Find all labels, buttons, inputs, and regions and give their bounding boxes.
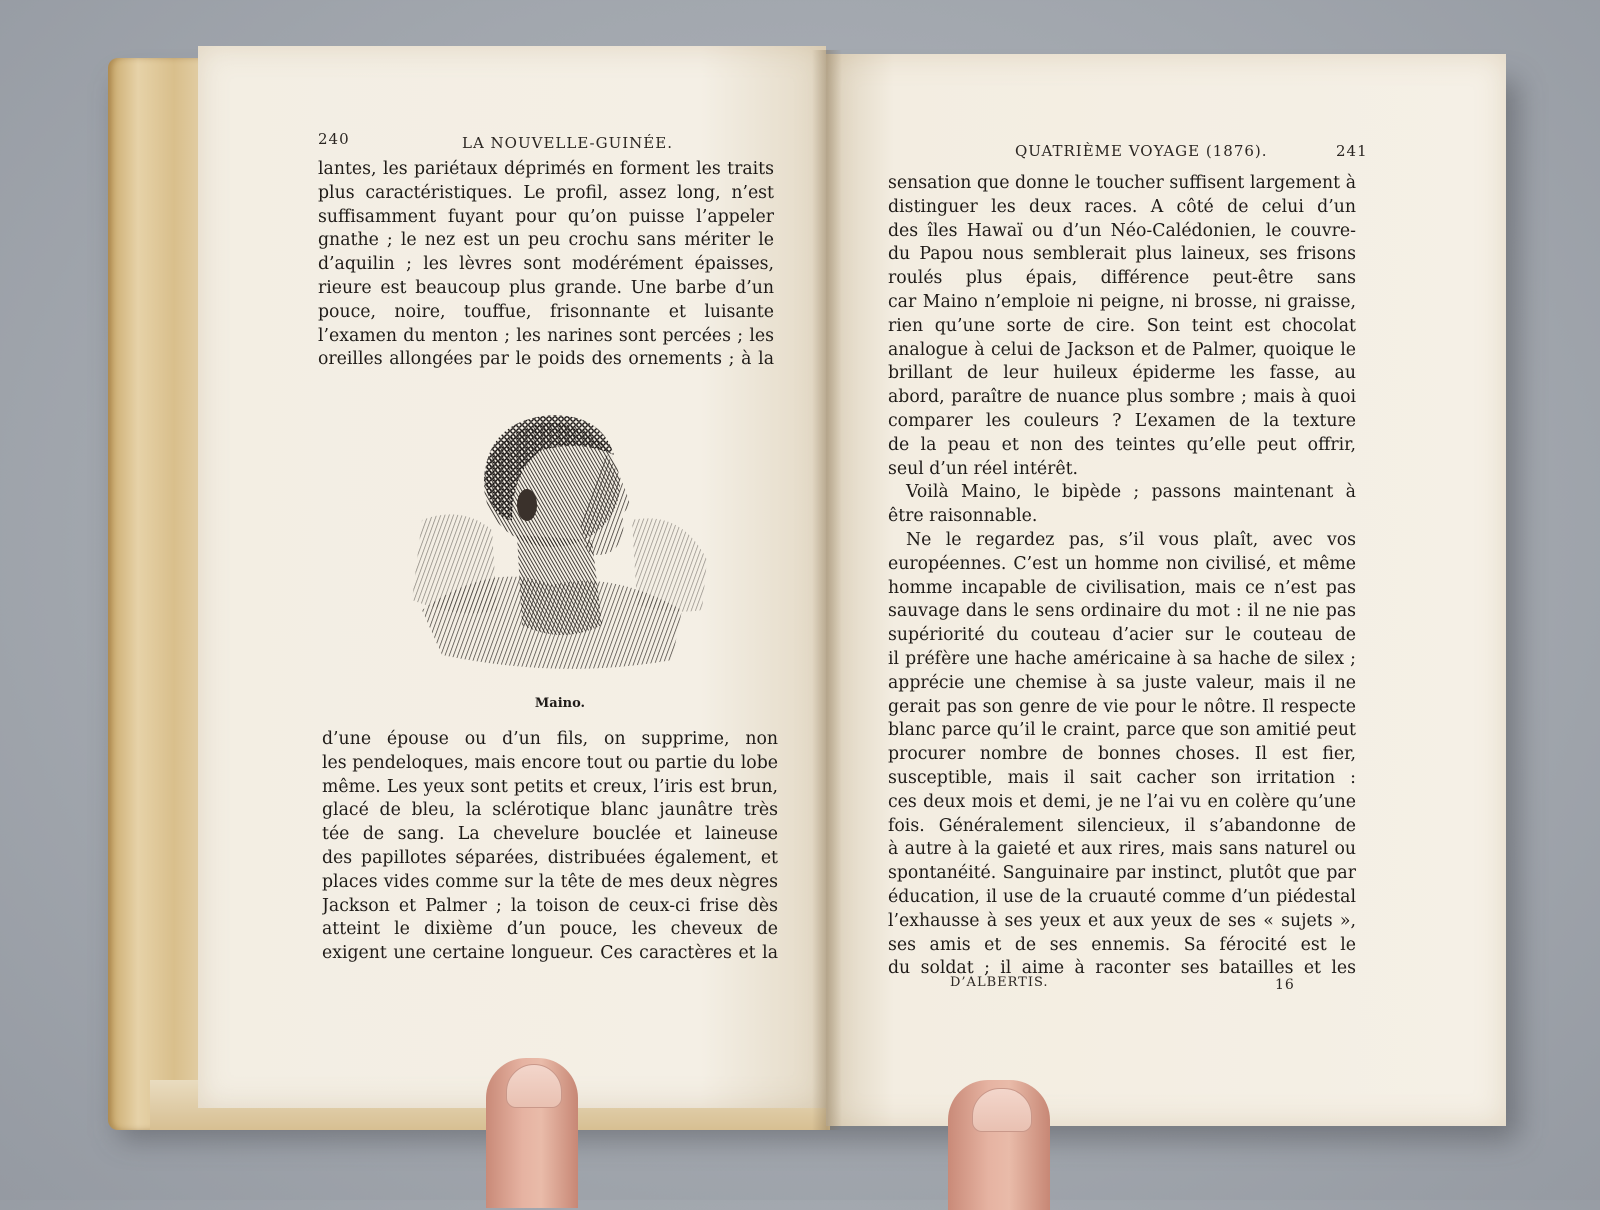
text-line: des îles Hawaï ou d’un Néo-Calédonien, le couvre- <box>888 220 1356 241</box>
text-line: spontanéité. Sanguinaire par instinct, plutôt que par <box>888 863 1356 884</box>
text-line: rieure est beaucoup plus grande. Une barbe d’un <box>318 277 774 298</box>
text-line: abord, paraître de nuance plus sombre ; mais à quoi <box>888 387 1356 408</box>
figure-caption: Maino. <box>534 696 586 711</box>
right-page-number: 241 <box>1336 142 1368 160</box>
text-line: brillant de leur huileux épiderme les fasse, au <box>888 363 1356 384</box>
text-line: analogue à celui de Jackson et de Palmer, quoique le <box>888 339 1356 360</box>
text-line: à autre à la gaieté et aux rires, mais sans naturel ou <box>888 839 1356 860</box>
signature-mark: D’ALBERTIS. <box>950 975 1049 990</box>
text-line: comparer les couleurs ? L’examen de la texture <box>888 410 1356 431</box>
text-line: car Maino n’emploie ni peigne, ni brosse, ni graisse, <box>888 291 1356 312</box>
text-line: d’aquilin ; les lèvres sont modérément épaisses, <box>318 254 774 275</box>
right-page-text <box>888 172 1356 981</box>
text-line: supériorité du couteau d’acier sur le couteau de <box>888 625 1356 646</box>
text-line: il préfère une hache américaine à sa hache de silex ; <box>888 648 1356 669</box>
right-running-title: QUATRIÈME VOYAGE (1876). <box>1015 142 1268 160</box>
text-line: plus caractéristiques. Le profil, assez long, n’est <box>318 182 774 203</box>
text-line: atteint le dixième d’un pouce, les cheveux de <box>322 919 778 940</box>
maino-portrait-engraving <box>402 410 722 680</box>
text-line: susceptible, mais il sait cacher son irritation : <box>888 767 1356 788</box>
text-line: l’exhausse à ses yeux et aux yeux de ses « sujets », <box>888 910 1356 931</box>
text-line: européennes. C’est un homme non civilisé, et même <box>888 553 1356 574</box>
text-line: les pendeloques, mais encore tout ou partie du lobe <box>322 752 778 773</box>
text-line: suffisamment fuyant pour qu’on puisse l’appeler <box>318 206 774 227</box>
text-line: être raisonnable. <box>888 506 1038 527</box>
left-running-title: LA NOUVELLE-GUINÉE. <box>462 134 673 152</box>
text-line: blanc parce qu’il le craint, parce que son amitié peut <box>888 720 1356 741</box>
text-line: d’une épouse ou d’un fils, on supprime, non <box>322 729 778 749</box>
book-gutter <box>812 50 842 1130</box>
text-line: apprécie une chemise à sa juste valeur, mais il ne <box>888 672 1356 693</box>
text-line: ces deux mois et demi, je ne l’ai vu en colère qu’une <box>888 791 1356 812</box>
text-line: gerait pas son genre de vie pour le nôtre. Il respecte <box>888 696 1356 717</box>
text-line: Voilà Maino, le bipède ; passons maintenant à <box>906 482 1356 503</box>
text-line: du soldat ; il aime à raconter ses batailles et les <box>888 958 1356 979</box>
text-line: places vides comme sur la tête de mes deux nègres <box>322 871 778 892</box>
text-line: homme incapable de civilisation, mais ce n’est pas <box>888 577 1356 598</box>
text-line: oreilles allongées par le poids des ornements ; à la <box>318 349 774 370</box>
text-line: exigent une certaine longueur. Ces caractères et la <box>322 943 778 964</box>
left-page-number: 240 <box>318 130 350 148</box>
text-line: des papillotes séparées, distribuées également, et <box>322 847 778 868</box>
text-line: rien qu’une sorte de cire. Son teint est chocolat <box>888 315 1356 336</box>
text-line: fois. Généralement silencieux, il s’abandonne de <box>888 815 1356 836</box>
text-line: ses amis et de ses ennemis. Sa férocité est le <box>888 934 1356 955</box>
text-line: glacé de bleu, la sclérotique blanc jaunâtre très <box>322 800 778 821</box>
left-page-bottom-text <box>322 728 778 966</box>
right-fingernail <box>972 1088 1032 1132</box>
text-line: même. Les yeux sont petits et creux, l’iris est brun, <box>322 776 778 797</box>
text-line: distinguer les deux races. A côté de celui d’un <box>888 196 1356 217</box>
text-line: Jackson et Palmer ; la toison de ceux-ci frise dès <box>322 895 778 916</box>
text-line: de la peau et non des teintes qu’elle peut offrir, <box>888 434 1356 455</box>
left-page-top-text <box>318 158 774 372</box>
text-line: sensation que donne le toucher suffisent largement à <box>888 173 1356 193</box>
text-line: éducation, il use de la cruauté comme d’un piédestal <box>888 886 1356 907</box>
text-line: sauvage dans le sens ordinaire du mot : il ne nie pas <box>888 601 1356 622</box>
text-line: l’examen du menton ; les narines sont percées ; les <box>318 325 774 346</box>
signature-number: 16 <box>1275 977 1295 993</box>
text-line: procurer nombre de bonnes choses. Il est fier, <box>888 744 1356 765</box>
text-line: roulés plus épais, différence peut-être sans <box>888 268 1356 289</box>
text-line: Ne le regardez pas, s’il vous plaît, avec vos <box>906 529 1356 550</box>
text-line: du Papou nous semblerait plus laineux, ses frisons <box>888 244 1356 265</box>
text-line: pouce, noire, touffue, frisonnante et luisante <box>318 301 774 322</box>
text-line: seul d’un réel intérêt. <box>888 458 1079 479</box>
text-line: tée de sang. La chevelure bouclée et laineuse <box>322 824 778 845</box>
text-line: gnathe ; le nez est un peu crochu sans mériter le <box>318 230 774 251</box>
text-line: lantes, les pariétaux déprimés en forment les traits <box>318 159 774 179</box>
